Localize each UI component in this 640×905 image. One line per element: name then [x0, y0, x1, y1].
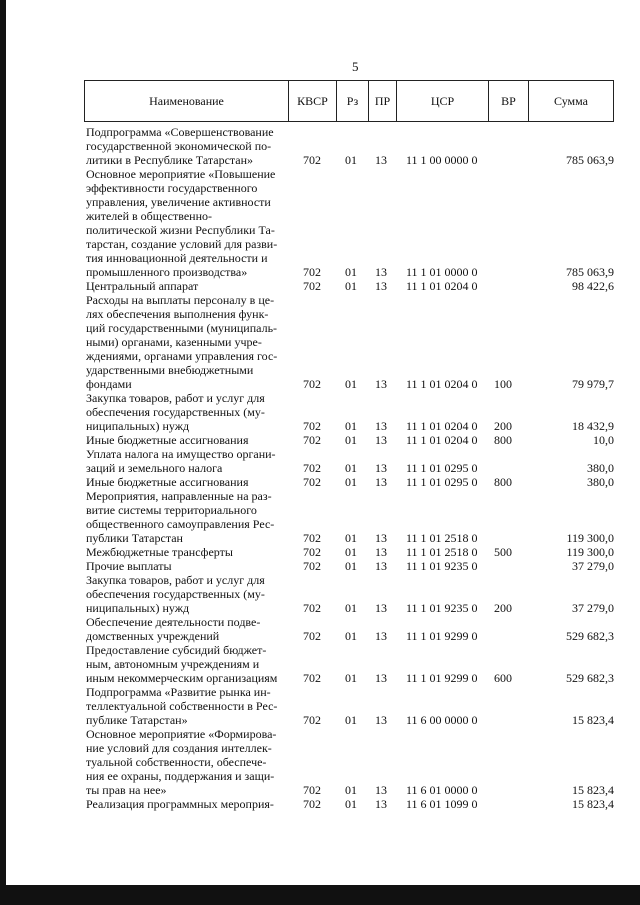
row-pr: 13 [375, 377, 387, 391]
table-row [84, 475, 620, 489]
header-name: Наименование [85, 81, 289, 121]
row-csr: 11 1 01 0204 0 [406, 279, 478, 293]
row-sum: 380,0 [587, 475, 614, 489]
scan-left-edge [0, 0, 6, 905]
row-kvsr: 702 [303, 461, 321, 475]
row-csr: 11 1 01 9299 0 [406, 629, 478, 643]
row-sum: 18 432,9 [572, 419, 614, 433]
row-name: Предоставление субсидий бюджет- ным, автономным учреждениям и иным некоммерческим организациям [86, 643, 278, 685]
header-rz: Рз [337, 81, 369, 121]
row-sum: 15 823,4 [572, 713, 614, 727]
row-rz: 01 [345, 601, 357, 615]
row-csr: 11 6 00 0000 0 [406, 713, 478, 727]
row-pr: 13 [375, 419, 387, 433]
row-pr: 13 [375, 545, 387, 559]
row-rz: 01 [345, 797, 357, 811]
row-sum: 37 279,0 [572, 559, 614, 573]
row-rz: 01 [345, 377, 357, 391]
row-pr: 13 [375, 797, 387, 811]
table-row [84, 559, 620, 573]
row-kvsr: 702 [303, 783, 321, 797]
header-pr: ПР [369, 81, 397, 121]
row-vr: 500 [494, 545, 512, 559]
row-vr: 600 [494, 671, 512, 685]
table-row [84, 643, 620, 685]
row-name: Мероприятия, направленные на раз- витие системы территориального общественного самоуправления Рес- публики Татарстан [86, 489, 275, 545]
row-kvsr: 702 [303, 601, 321, 615]
row-vr: 200 [494, 601, 512, 615]
row-sum: 119 300,0 [566, 545, 614, 559]
row-name: Закупка товаров, работ и услуг для обеспечения государственных (му- ниципальных) нужд [86, 391, 265, 433]
row-csr: 11 1 01 0204 0 [406, 377, 478, 391]
row-pr: 13 [375, 153, 387, 167]
row-csr: 11 1 01 0000 0 [406, 265, 478, 279]
row-name: Реализация программных мероприя- [86, 797, 274, 811]
row-vr: 800 [494, 475, 512, 489]
row-csr: 11 1 01 2518 0 [406, 531, 478, 545]
row-sum: 37 279,0 [572, 601, 614, 615]
table-row [84, 489, 620, 545]
row-pr: 13 [375, 433, 387, 447]
row-rz: 01 [345, 629, 357, 643]
table-row [84, 293, 620, 391]
row-kvsr: 702 [303, 153, 321, 167]
table-row [84, 125, 620, 167]
row-kvsr: 702 [303, 531, 321, 545]
row-csr: 11 1 01 0295 0 [406, 461, 478, 475]
row-sum: 98 422,6 [572, 279, 614, 293]
row-csr: 11 1 01 0204 0 [406, 419, 478, 433]
table-row [84, 545, 620, 559]
row-pr: 13 [375, 265, 387, 279]
row-name: Иные бюджетные ассигнования [86, 433, 249, 447]
header-vr: ВР [489, 81, 529, 121]
row-kvsr: 702 [303, 559, 321, 573]
row-kvsr: 702 [303, 545, 321, 559]
row-name: Центральный аппарат [86, 279, 199, 293]
row-sum: 785 063,9 [566, 153, 614, 167]
row-vr: 200 [494, 419, 512, 433]
row-kvsr: 702 [303, 265, 321, 279]
row-pr: 13 [375, 783, 387, 797]
row-csr: 11 6 01 0000 0 [406, 783, 478, 797]
row-rz: 01 [345, 419, 357, 433]
row-csr: 11 1 01 0204 0 [406, 433, 478, 447]
row-name: Основное мероприятие «Повышение эффективности государственного управления, увеличение активности жителей в общественно- политической жизни Республики Та- тарстан, создание условий для разви- тия инновационной деятельности и промышленного производства» [86, 167, 278, 279]
row-csr: 11 1 01 0295 0 [406, 475, 478, 489]
row-sum: 10,0 [593, 433, 614, 447]
row-csr: 11 1 01 9299 0 [406, 671, 478, 685]
row-kvsr: 702 [303, 671, 321, 685]
row-rz: 01 [345, 265, 357, 279]
row-pr: 13 [375, 559, 387, 573]
row-rz: 01 [345, 545, 357, 559]
row-sum: 15 823,4 [572, 797, 614, 811]
row-pr: 13 [375, 531, 387, 545]
row-kvsr: 702 [303, 279, 321, 293]
row-sum: 79 979,7 [572, 377, 614, 391]
row-rz: 01 [345, 461, 357, 475]
row-kvsr: 702 [303, 419, 321, 433]
row-csr: 11 1 00 0000 0 [406, 153, 478, 167]
row-name: Иные бюджетные ассигнования [86, 475, 249, 489]
row-rz: 01 [345, 153, 357, 167]
table-row [84, 727, 620, 797]
row-name: Прочие выплаты [86, 559, 172, 573]
row-kvsr: 702 [303, 475, 321, 489]
table-row [84, 279, 620, 293]
row-sum: 529 682,3 [566, 629, 614, 643]
row-pr: 13 [375, 671, 387, 685]
table-row [84, 797, 620, 811]
row-name: Межбюджетные трансферты [86, 545, 233, 559]
row-sum: 529 682,3 [566, 671, 614, 685]
row-pr: 13 [375, 601, 387, 615]
table-header [84, 80, 614, 122]
row-pr: 13 [375, 713, 387, 727]
row-vr: 100 [494, 377, 512, 391]
page-number: 5 [352, 59, 359, 74]
table-row [84, 167, 620, 279]
header-kvsr: КВСР [289, 81, 337, 121]
row-pr: 13 [375, 629, 387, 643]
table-row [84, 433, 620, 447]
row-csr: 11 1 01 2518 0 [406, 545, 478, 559]
row-csr: 11 1 01 9235 0 [406, 601, 478, 615]
row-rz: 01 [345, 559, 357, 573]
scan-bottom-edge [0, 885, 640, 905]
row-rz: 01 [345, 279, 357, 293]
row-pr: 13 [375, 279, 387, 293]
table-row [84, 685, 620, 727]
row-vr: 800 [494, 433, 512, 447]
row-name: Подпрограмма «Совершенствование государственной экономической по- литики в Республике Татарстан» [86, 125, 274, 167]
row-name: Обеспечение деятельности подве- домственных учреждений [86, 615, 261, 643]
row-csr: 11 6 01 1099 0 [406, 797, 478, 811]
row-csr: 11 1 01 9235 0 [406, 559, 478, 573]
table-row [84, 391, 620, 433]
row-kvsr: 702 [303, 629, 321, 643]
row-pr: 13 [375, 475, 387, 489]
table-row [84, 573, 620, 615]
row-rz: 01 [345, 433, 357, 447]
row-rz: 01 [345, 531, 357, 545]
table-row [84, 615, 620, 643]
row-name: Расходы на выплаты персоналу в це- лях обеспечения выполнения функ- ций государственными (муниципаль- ными) органами, казенными учре- ждениями, органами управления гос- ударственными внебюджетными фондами [86, 293, 278, 391]
table-row [84, 447, 620, 475]
row-kvsr: 702 [303, 713, 321, 727]
row-rz: 01 [345, 671, 357, 685]
header-sum: Сумма [554, 94, 588, 108]
row-pr: 13 [375, 461, 387, 475]
row-rz: 01 [345, 475, 357, 489]
row-kvsr: 702 [303, 797, 321, 811]
row-sum: 785 063,9 [566, 265, 614, 279]
row-name: Подпрограмма «Развитие рынка ин- теллектуальной собственности в Рес- публике Татарстан» [86, 685, 278, 727]
header-csr: ЦСР [397, 81, 489, 121]
row-rz: 01 [345, 713, 357, 727]
row-rz: 01 [345, 783, 357, 797]
row-name: Основное мероприятие «Формирова- ние условий для создания интеллек- туальной собственности, обеспече- ния ее охраны, поддержания и защи- ты прав на нее» [86, 727, 277, 797]
row-kvsr: 702 [303, 377, 321, 391]
row-name: Уплата налога на имущество органи- заций и земельного налога [86, 447, 276, 475]
row-kvsr: 702 [303, 433, 321, 447]
row-sum: 380,0 [587, 461, 614, 475]
row-sum: 15 823,4 [572, 783, 614, 797]
row-name: Закупка товаров, работ и услуг для обеспечения государственных (му- ниципальных) нужд [86, 573, 265, 615]
row-sum: 119 300,0 [566, 531, 614, 545]
